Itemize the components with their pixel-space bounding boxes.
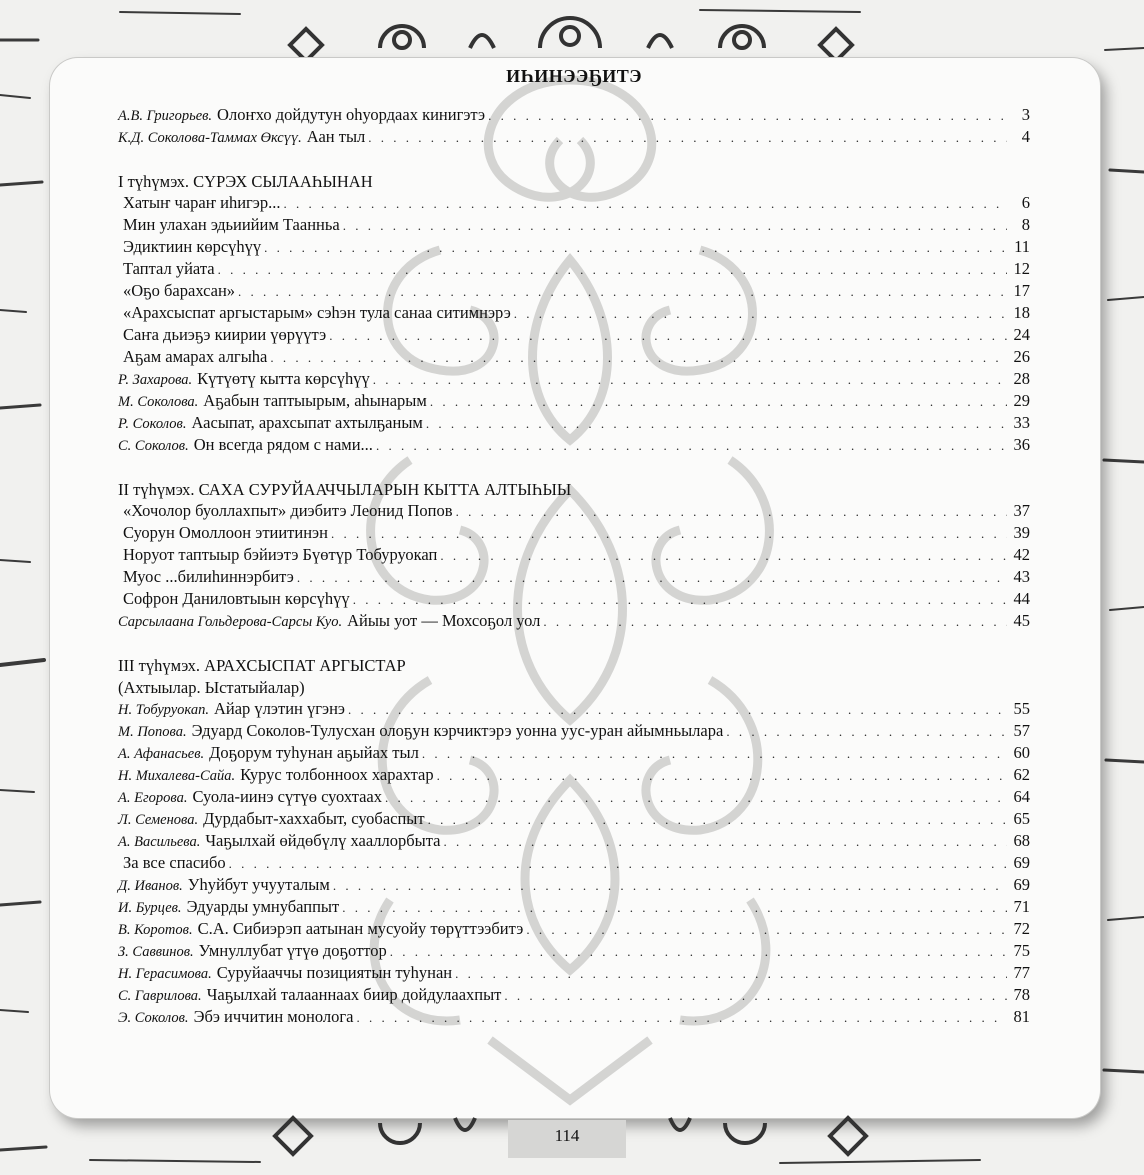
toc-entry-text: Эбэ иччитин монолога (193, 1007, 354, 1026)
toc-entry-title (118, 501, 453, 521)
toc-entry-author: С. Гаврилова. (118, 988, 202, 1004)
dot-leader (430, 394, 1007, 410)
toc-entry[interactable] (118, 919, 1030, 941)
toc-entry[interactable] (118, 303, 1030, 325)
dot-leader (437, 768, 1007, 784)
toc-entry[interactable] (118, 941, 1030, 963)
toc-entry-page: 45 (1013, 611, 1030, 630)
dot-leader (348, 702, 1007, 718)
toc-entry-page: 60 (1013, 743, 1030, 762)
toc-entry-text: «Оҕо барахсан» (123, 281, 236, 300)
dot-leader (331, 526, 1007, 542)
toc-entry[interactable] (118, 501, 1030, 523)
dot-leader (342, 900, 1007, 916)
toc-entry-text: Умнуллубат үтүө доҕоттор (198, 941, 387, 960)
toc-entry-text: Чаҕылхай талааннаах биир дойдулаахпыт (206, 985, 502, 1004)
dot-leader (297, 570, 1007, 586)
toc-entry-title (118, 391, 427, 411)
dot-leader (264, 240, 1007, 256)
toc-entry-title (118, 259, 215, 279)
toc-entry-text: «Хочолор буоллахпыт» диэбитэ Леонид Попов (123, 501, 453, 520)
toc-entry-text: Чаҕылхай өйдөбүлү хааллорбыта (205, 831, 441, 850)
dot-leader (726, 724, 1007, 740)
toc-entry-author: Д. Иванов. (118, 878, 183, 894)
toc-entry-title (118, 545, 437, 565)
toc-entry-title (118, 193, 281, 213)
toc-entry-text: Аан тыл (306, 127, 366, 146)
toc-entry-title (118, 611, 540, 631)
toc-entry[interactable] (118, 721, 1030, 743)
toc-entry-author: В. Коротов. (118, 922, 193, 938)
toc-entry-title (118, 919, 523, 939)
toc-entry-title (118, 853, 226, 873)
toc-entry[interactable] (118, 743, 1030, 765)
toc-entry-author: Р. Соколов. (118, 416, 187, 432)
toc-entry[interactable] (118, 237, 1030, 259)
toc-entry-title (118, 985, 501, 1005)
dot-leader (456, 504, 1007, 520)
toc-entry[interactable] (118, 787, 1030, 809)
toc-sections (118, 149, 1030, 1029)
toc-entry-title (118, 127, 365, 147)
toc-entry-text: Уһуйбут учууталым (187, 875, 330, 894)
toc-entry-page: 8 (1021, 215, 1030, 234)
toc-entry[interactable] (118, 567, 1030, 589)
toc-entry-page: 65 (1013, 809, 1030, 828)
toc-entry[interactable] (118, 1007, 1030, 1029)
toc-entry-page: 71 (1013, 897, 1030, 916)
dot-leader (376, 438, 1007, 454)
toc-entry[interactable] (118, 435, 1030, 457)
section-heading: III түһүмэх. АРАХСЫСПАТ АРГЫСТАР (118, 656, 406, 675)
dot-leader (390, 944, 1007, 960)
section-heading: II түһүмэх. САХА СУРУЙААЧЧЫЛАРЫН КЫТТА АЛТЫҺЫЫ (118, 480, 572, 499)
toc-entry-page: 68 (1013, 831, 1030, 850)
toc-entry[interactable] (118, 127, 1030, 149)
dot-leader (368, 130, 1007, 146)
toc-entry[interactable] (118, 523, 1030, 545)
toc-entry-page: 11 (1014, 237, 1030, 256)
toc-entry-author: Р. Захарова. (118, 372, 193, 388)
toc-entry[interactable] (118, 699, 1030, 721)
toc-entry-text: Курус толбонноох харахтар (240, 765, 434, 784)
toc-entry-text: Күтүөтү кытта көрсүһүү (197, 369, 370, 388)
toc-entry-title (118, 743, 419, 763)
toc-entry-text: Хатыҥ чараҥ иһигэр... (123, 193, 281, 212)
dot-leader (333, 878, 1007, 894)
toc-entry[interactable] (118, 875, 1030, 897)
toc-entry-title (118, 435, 373, 455)
dot-leader (229, 856, 1007, 872)
dot-leader (238, 284, 1007, 300)
toc-entry-title (118, 787, 382, 807)
toc-entry-page: 28 (1013, 369, 1030, 388)
toc-entry-author: С. Соколов. (118, 438, 189, 454)
dot-leader (343, 218, 1007, 234)
toc-entry[interactable] (118, 259, 1030, 281)
dot-leader (440, 548, 1007, 564)
dot-leader (385, 790, 1007, 806)
dot-leader (543, 614, 1007, 630)
toc-entry-text: Мин улахан эдьиийим Таанньа (123, 215, 340, 234)
toc-entry-title (118, 831, 441, 851)
toc-entry[interactable] (118, 193, 1030, 215)
toc-entry[interactable] (118, 831, 1030, 853)
toc-entry-text: Эдуард Соколов-Тулусхан олоҕун кэрчиктэрэ уонна уус-уран айымньылара (191, 721, 724, 740)
toc-entry-page: 33 (1013, 413, 1030, 432)
toc-entry-text: Суруйааччы позициятын туһунан (216, 963, 453, 982)
toc-entry-text: Муос ...билиһиннэрбитэ (123, 567, 294, 586)
toc-entry-title (118, 369, 370, 389)
toc-entry[interactable] (118, 347, 1030, 369)
toc-entry-page: 36 (1013, 435, 1030, 454)
toc-entry-author: А. Егорова. (118, 790, 188, 806)
dot-leader (270, 350, 1007, 366)
toc-entry[interactable] (118, 611, 1030, 633)
toc-entry-text: Норуот таптыыр бэйиэтэ Бүөтүр Тобуруокап (123, 545, 438, 564)
toc-entry-page: 81 (1013, 1007, 1030, 1026)
toc-entry-text: Дурдабыт-хаххабыт, суобаспыт (203, 809, 425, 828)
toc-entry-author: А. Афанасьев. (118, 746, 205, 762)
toc-entry-author: К.Д. Соколова-Таммах Өксүү. (118, 130, 302, 146)
toc-entry[interactable] (118, 413, 1030, 435)
toc-entry-title (118, 589, 350, 609)
toc-entry-title (118, 765, 434, 785)
dot-leader (488, 108, 1007, 124)
toc-entry-page: 12 (1013, 259, 1030, 278)
toc-entry-text: Саҥа дьиэҕэ киирии үөрүүтэ (123, 325, 327, 344)
toc-entry-author: А. Васильева. (118, 834, 201, 850)
toc-entry-title (118, 897, 339, 917)
page-number: 114 (554, 1126, 580, 1145)
toc-entry-title (118, 809, 425, 829)
toc-entry-page: 18 (1013, 303, 1030, 322)
toc-entry-text: Олоҥхо дойдутун оһуордаах кинигэтэ (217, 105, 486, 124)
toc-entry-text: Айар үлэтин үгэнэ (213, 699, 345, 718)
toc-entry-page: 6 (1021, 193, 1030, 212)
toc-entry-page: 69 (1013, 853, 1030, 872)
toc-entry-page: 17 (1013, 281, 1030, 300)
toc-entry[interactable] (118, 809, 1030, 831)
dot-leader (455, 966, 1007, 982)
section-gap (118, 633, 1030, 655)
toc-intro (118, 105, 1030, 149)
toc-entry-page: 78 (1013, 985, 1030, 1004)
toc-entry-page: 42 (1013, 545, 1030, 564)
dot-leader (526, 922, 1007, 938)
dot-leader (329, 328, 1007, 344)
toc-entry-page: 4 (1021, 127, 1030, 146)
toc-entry-text: Айыы уот — Мохсоҕол уол (347, 611, 541, 630)
toc-entry-title (118, 523, 328, 543)
toc-entry[interactable] (118, 985, 1030, 1007)
section-heading: I түһүмэх. СҮРЭХ СЫЛААҺЫНАН (118, 172, 373, 191)
toc-entry-page: 39 (1013, 523, 1030, 542)
toc-entry-text: Софрон Даниловтыын көрсүһүү (123, 589, 350, 608)
toc-entry-author: Э. Соколов. (118, 1010, 189, 1026)
dot-leader (218, 262, 1007, 278)
section-gap (118, 457, 1030, 479)
toc-entry-title (118, 281, 235, 301)
toc-entry-page: 55 (1013, 699, 1030, 718)
toc-entry-text: Он всегда рядом с нами... (193, 435, 373, 454)
dot-leader (428, 812, 1007, 828)
toc-entry[interactable] (118, 215, 1030, 237)
toc-entry-author: Н. Тобуруокап. (118, 702, 209, 718)
toc-entry[interactable] (118, 853, 1030, 875)
toc-entry-page: 62 (1013, 765, 1030, 784)
toc-entry-text: Эдиктиин көрсүһүү (123, 237, 262, 256)
toc-entry-page: 3 (1021, 105, 1030, 124)
dot-leader (426, 416, 1007, 432)
table-of-contents (118, 66, 1030, 1029)
toc-entry-page: 44 (1013, 589, 1030, 608)
toc-entry-text: Доҕорум туһунан аҕыйах тыл (209, 743, 419, 762)
toc-entry-author: Л. Семенова. (118, 812, 199, 828)
toc-entry-author: М. Попова. (118, 724, 187, 740)
toc-entry-author: И. Бурцев. (118, 900, 182, 916)
toc-entry-author: З. Саввинов. (118, 944, 194, 960)
toc-entry-author: А.В. Григорьев. (118, 108, 213, 124)
toc-entry-author: Сарсылаана Гольдерова-Сарсы Куо. (118, 614, 343, 630)
toc-entry-page: 77 (1013, 963, 1030, 982)
section-gap (118, 149, 1030, 171)
toc-entry[interactable] (118, 391, 1030, 413)
page-title: ИҺИНЭЭҔИТЭ (506, 66, 642, 86)
toc-entry-page: 24 (1013, 325, 1030, 344)
dot-leader (353, 592, 1007, 608)
toc-entry-page: 43 (1013, 567, 1030, 586)
toc-entry-text: Суола-иинэ сүтүө суохтаах (192, 787, 383, 806)
dot-leader (422, 746, 1007, 762)
dot-leader (444, 834, 1008, 850)
dot-leader (504, 988, 1007, 1004)
toc-entry-author: Н. Михалева-Сайа. (118, 768, 236, 784)
toc-entry-title (118, 1007, 353, 1027)
toc-entry-title (118, 567, 294, 587)
toc-entry-title (118, 303, 511, 323)
toc-entry-title (118, 721, 723, 741)
dot-leader (514, 306, 1007, 322)
toc-entry-page: 29 (1013, 391, 1030, 410)
toc-entry-page: 37 (1013, 501, 1030, 520)
toc-entry-title (118, 875, 330, 895)
dot-leader (373, 372, 1007, 388)
toc-entry-text: С.А. Сибиэрэп аатынан мусуойу төрүттээбитэ (197, 919, 524, 938)
toc-entry[interactable] (118, 897, 1030, 919)
toc-entry[interactable] (118, 545, 1030, 567)
toc-entry-text: Таптал уйата (123, 259, 215, 278)
toc-entry-text: Суорун Омоллоон этиитинэн (123, 523, 328, 542)
toc-entry-title (118, 413, 423, 433)
toc-entry-author: М. Соколова. (118, 394, 199, 410)
toc-entry-page: 75 (1013, 941, 1030, 960)
toc-entry-title (118, 347, 267, 367)
toc-entry[interactable] (118, 281, 1030, 303)
toc-entry-title (118, 325, 326, 345)
toc-entry-title (118, 237, 261, 257)
toc-entry[interactable] (118, 963, 1030, 985)
toc-entry[interactable] (118, 325, 1030, 347)
toc-entry-text: Эдуарды умнубаппыт (186, 897, 340, 916)
toc-entry-page: 26 (1013, 347, 1030, 366)
toc-entry-text: Аасыпат, арахсыпат ахтылҕаным (191, 413, 423, 432)
toc-entry[interactable] (118, 105, 1030, 127)
toc-entry-text: «Арахсыспат аргыстарым» сэһэн тула санаа ситимнэрэ (123, 303, 511, 322)
dot-leader (356, 1010, 1007, 1026)
toc-entry-page: 69 (1013, 875, 1030, 894)
toc-entry-title (118, 699, 345, 719)
toc-entry-title (118, 963, 452, 983)
toc-entry-page: 72 (1013, 919, 1030, 938)
toc-entry-title (118, 941, 387, 961)
section-subheading: (Ахтыылар. Ыстатыйалар) (118, 678, 305, 697)
toc-entry-page: 57 (1013, 721, 1030, 740)
toc-entry[interactable] (118, 589, 1030, 611)
toc-entry[interactable] (118, 765, 1030, 787)
dot-leader (284, 196, 1008, 212)
toc-entry-title (118, 215, 340, 235)
toc-entry-text: Аҕабын таптыырым, аһынарым (203, 391, 427, 410)
toc-entry-text: За все спасибо (123, 853, 226, 872)
toc-entry-title (118, 105, 485, 125)
toc-entry-page: 64 (1013, 787, 1030, 806)
toc-entry[interactable] (118, 369, 1030, 391)
toc-entry-text: Аҕам амарах алгыһа (123, 347, 268, 366)
toc-entry-author: Н. Герасимова. (118, 966, 212, 982)
